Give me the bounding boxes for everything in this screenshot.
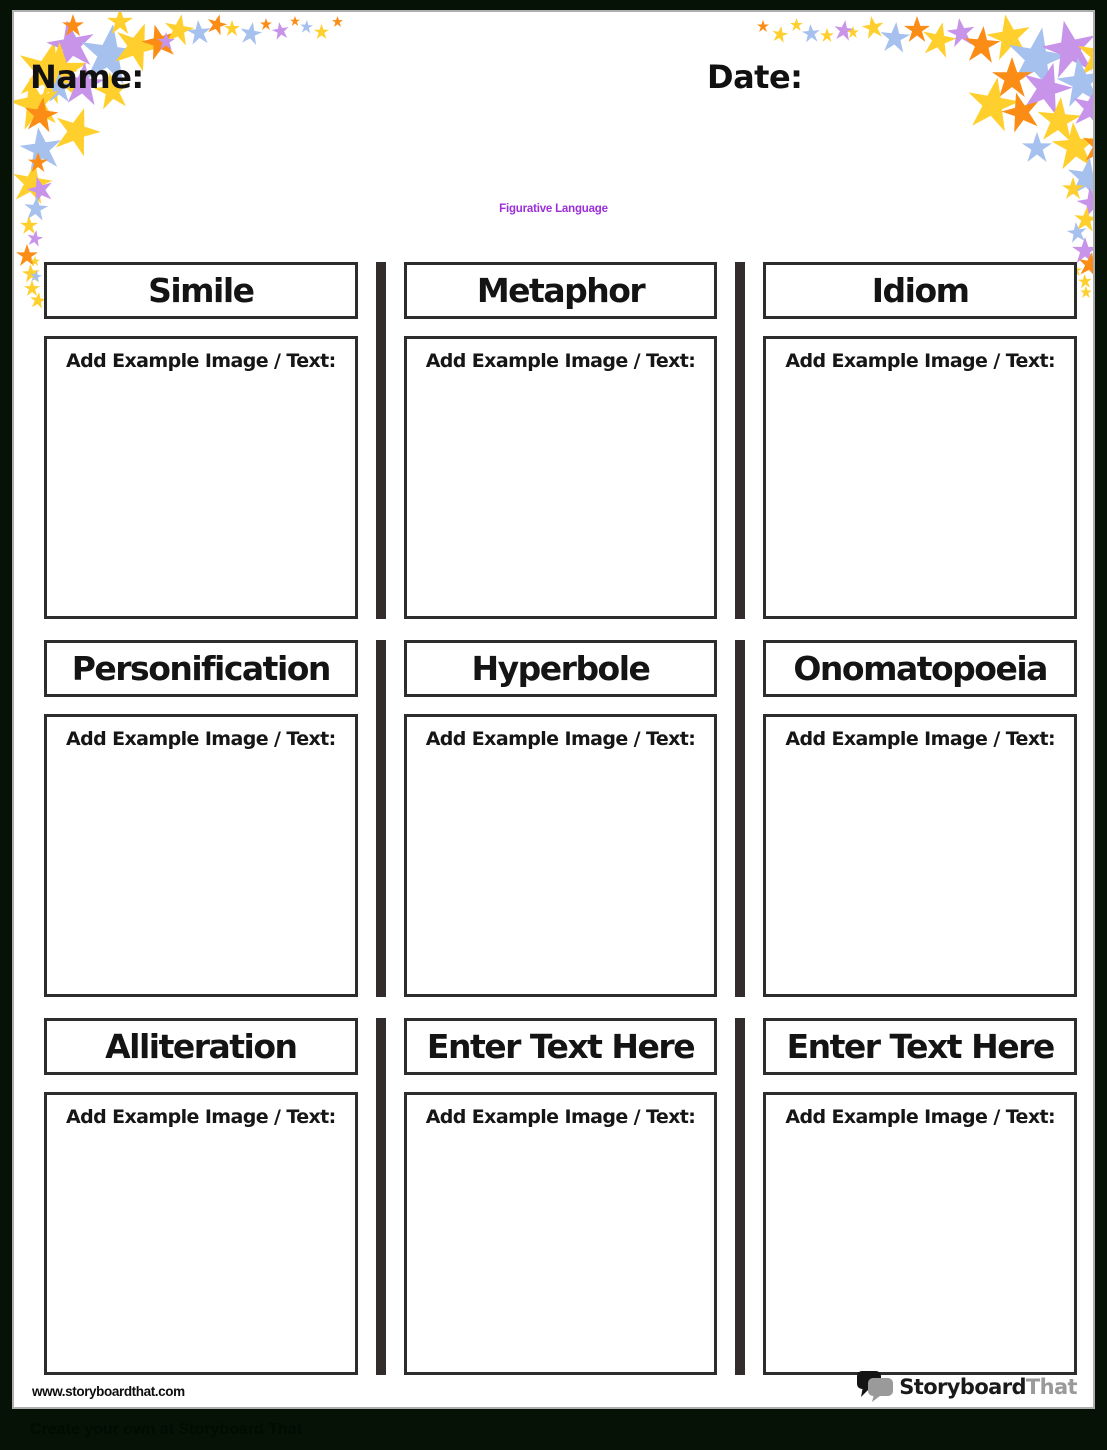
cell-title-box[interactable] [44, 640, 358, 697]
cell-title: Hyperbole [471, 649, 650, 688]
star-icon [20, 216, 38, 234]
cell-title-box[interactable] [44, 262, 358, 319]
cell-placeholder: Add Example Image / Text: [785, 1106, 1055, 1128]
cell-metaphor [404, 262, 718, 619]
star-icon [48, 101, 106, 159]
star-icon [757, 20, 769, 32]
cell-content-box[interactable] [404, 714, 718, 997]
cell-content-box[interactable] [44, 336, 358, 619]
star-icon [1080, 286, 1092, 298]
column-divider [376, 262, 386, 619]
star-icon [771, 25, 790, 44]
star-icon [24, 280, 40, 296]
cell-alliteration [44, 1018, 358, 1375]
cell-title: Alliteration [105, 1027, 297, 1066]
star-icon [860, 14, 885, 39]
star-icon [186, 19, 212, 45]
cell-title: Enter Text Here [426, 1027, 695, 1066]
cell-title-box[interactable] [44, 1018, 358, 1075]
cell-title: Metaphor [476, 271, 645, 310]
cell-content-box[interactable] [763, 336, 1077, 619]
cell-title: Onomatopoeia [793, 649, 1047, 688]
column-divider [735, 1018, 745, 1375]
date-field-label: Date: [707, 58, 803, 96]
column-divider [376, 640, 386, 997]
star-icon [205, 12, 229, 36]
cell-placeholder: Add Example Image / Text: [425, 1106, 696, 1128]
cell-simile [44, 262, 358, 619]
logo-text-primary: Storyboard [899, 1374, 1026, 1399]
worksheet-subtitle: Figurative Language [499, 203, 608, 215]
column-divider [735, 262, 745, 619]
name-field-label: Name: [30, 58, 144, 96]
cell-title-box[interactable] [404, 262, 718, 319]
cell-placeholder: Add Example Image / Text: [66, 1106, 336, 1128]
cell-idiom [763, 262, 1077, 619]
star-icon [224, 20, 240, 36]
star-icon [801, 23, 821, 43]
storyboardthat-logo [856, 1371, 1077, 1402]
bottom-bar-caption: Create your own at Storyboard That [30, 1421, 303, 1438]
cell-title-box[interactable] [763, 262, 1077, 319]
cell-content-box[interactable] [44, 714, 358, 997]
cell-title-box[interactable] [763, 640, 1077, 697]
cell-title-box[interactable] [404, 1018, 718, 1075]
cell-placeholder: Add Example Image / Text: [425, 350, 696, 372]
column-divider [376, 1018, 386, 1375]
cell-title: Simile [148, 271, 254, 310]
cell-title: Personification [71, 649, 330, 688]
cell-content-box[interactable] [404, 336, 718, 619]
cell-placeholder: Add Example Image / Text: [785, 728, 1055, 750]
star-icon [904, 16, 930, 42]
cell-placeholder: Add Example Image / Text: [66, 350, 336, 372]
cell-title-box[interactable] [404, 640, 718, 697]
cell-content-box[interactable] [763, 714, 1077, 997]
star-icon [290, 16, 300, 26]
star-icon [820, 28, 834, 42]
cell-content-box[interactable] [44, 1092, 358, 1375]
worksheet-grid [44, 262, 1077, 1375]
cell-placeholder: Add Example Image / Text: [425, 728, 696, 750]
worksheet-page [12, 10, 1095, 1409]
cell-content-box[interactable] [404, 1092, 718, 1375]
cell-title-box[interactable] [763, 1018, 1077, 1075]
star-icon [332, 16, 343, 27]
cell-custom-1 [404, 1018, 718, 1375]
website-url: www.storyboardthat.com [32, 1384, 185, 1399]
logo-wordmark [899, 1375, 1077, 1399]
star-icon [879, 21, 912, 54]
star-icon [847, 26, 859, 38]
column-divider [735, 640, 745, 997]
star-icon [790, 18, 803, 31]
star-icon [260, 18, 272, 30]
star-icon [26, 229, 45, 248]
cell-title: Enter Text Here [786, 1027, 1054, 1066]
cell-onomatopoeia [763, 640, 1077, 997]
cell-hyperbole [404, 640, 718, 997]
speech-bubbles-icon [856, 1371, 894, 1402]
star-icon [271, 21, 291, 41]
cell-placeholder: Add Example Image / Text: [66, 728, 336, 750]
star-icon [314, 24, 329, 39]
cell-placeholder: Add Example Image / Text: [785, 350, 1055, 372]
star-icon [299, 19, 313, 33]
cell-custom-2 [763, 1018, 1077, 1375]
cell-personification [44, 640, 358, 997]
cell-content-box[interactable] [763, 1092, 1077, 1375]
star-icon [919, 19, 959, 59]
star-icon [238, 20, 263, 45]
cell-title: Idiom [871, 271, 969, 310]
logo-text-secondary: That [1025, 1374, 1077, 1399]
